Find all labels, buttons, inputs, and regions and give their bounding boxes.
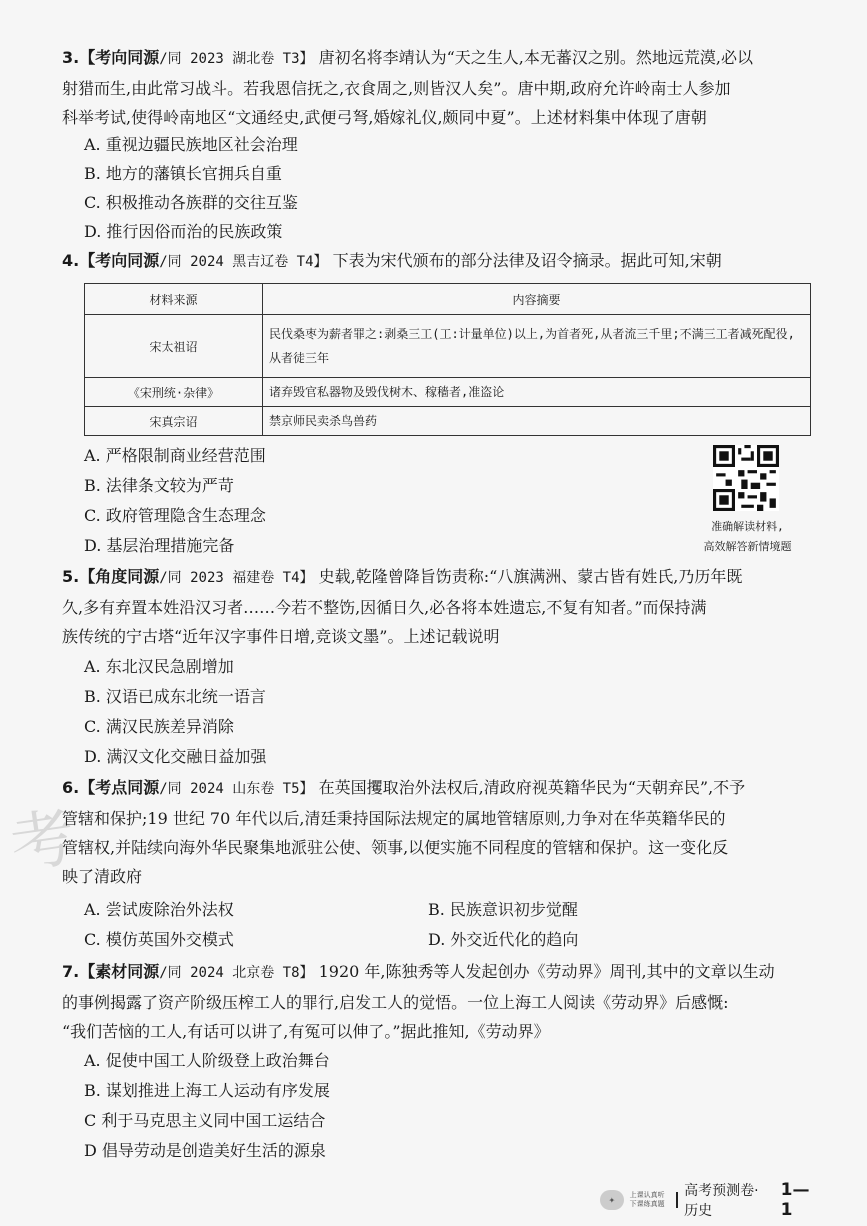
question-source: /同 2023 福建卷 T4】 [159,570,314,586]
question-source: /同 2024 黑吉辽卷 T4】 [159,254,328,270]
question-tag: 【角度同源 [79,567,160,586]
question-text-line: 管辖和保护;19 世纪 70 年代以后,清廷秉持国际法规定的属地管辖原则,力争对在华英籍华民的 [62,809,726,828]
table-cell-source: 宋太祖诏 [85,315,263,378]
question-text-line: 1920 年,陈独秀等人发起创办《劳动界》周刊,其中的文章以生动 [318,962,775,981]
question-3 [62,43,812,132]
qr-caption-line: 准确解读材料, [711,520,784,533]
option-d[interactable]: D. 基层治理措施完备 [84,536,235,555]
option-b[interactable]: B. 地方的藩镇长官拥兵自重 [84,164,282,183]
question-4 [62,246,812,277]
question-source: /同 2024 山东卷 T5】 [159,781,314,797]
question-text-line: “我们苦恼的工人,有话可以讲了,有冤可以伸了。”据此推知,《劳动界》 [62,1022,550,1041]
qr-caption [680,517,815,557]
source-table [84,283,811,436]
question-text-line: 管辖权,并陆续向海外华民聚集地派驻公使、领事,以便实施不同程度的管辖和保护。这一变化反 [62,838,729,857]
option-a[interactable]: A. 严格限制商业经营范围 [84,446,266,465]
question-text-line: 映了清政府 [62,867,143,886]
question-6 [62,773,812,891]
question-number: 3. [62,48,80,67]
option-a[interactable]: A. 促使中国工人阶级登上政治舞台 [84,1051,330,1070]
option-c[interactable]: C. 积极推动各族群的交往互鉴 [84,193,298,212]
question-text-line: 射猎而生,由此常习战斗。若我恩信抚之,衣食周之,则皆汉人矣”。唐中期,政府允许岭南士人参加 [62,79,731,98]
option-d[interactable]: D. 满汉文化交融日益加强 [84,747,267,766]
table-cell-content: 民伐桑枣为薪者罪之:剥桑三工(工:计量单位)以上,为首者死,从者流三千里;不满三工者减死配役,从者徒三年 [263,315,811,378]
footer-title: 高考预测卷·历史 [684,1183,759,1219]
table-row [85,378,811,407]
qr-caption-line: 高效解答新情境题 [703,540,792,553]
watermark-char: 考 [5,800,80,884]
option-c[interactable]: C. 模仿英国外交模式 [84,930,234,949]
footer-divider [676,1192,678,1208]
option-c[interactable]: C. 政府管理隐含生态理念 [84,506,266,525]
option-b[interactable]: B. 谋划推进上海工人运动有序发展 [84,1081,330,1100]
table-row [85,315,811,378]
table-row [85,407,811,436]
option-d[interactable]: D. 外交近代化的趋向 [428,930,579,949]
question-text-line: 的事例揭露了资产阶级压榨工人的罪行,启发工人的觉悟。一位上海工人阅读《劳动界》后感慨: [62,993,729,1012]
question-text-line: 史载,乾隆曾降旨饬责称:“八旗满洲、蒙古皆有姓氏,乃历年既 [318,567,743,586]
option-d[interactable]: D 倡导劳动是创造美好生活的源泉 [84,1141,326,1160]
question-number: 5. [62,567,80,586]
question-text-line: 族传统的宁古塔“近年汉字事件日增,竞谈文墨”。上述记载说明 [62,627,500,646]
page-footer [600,1180,815,1220]
option-a[interactable]: A. 重视边疆民族地区社会治理 [84,135,298,154]
question-text-line: 在英国攫取治外法权后,清政府视英籍华民为“天朝弃民”,不予 [318,778,746,797]
table-cell-source: 宋真宗诏 [85,407,263,436]
page-number: 1—1 [780,1180,810,1220]
option-c[interactable]: C 利于马克思主义同中国工运结合 [84,1111,326,1130]
question-tag: 【考点同源 [79,778,160,797]
question-text-line: 下表为宋代颁布的部分法律及诏令摘录。据此可知,宋朝 [332,251,722,270]
option-b[interactable]: B. 汉语已成东北统一语言 [84,687,266,706]
brand-slogan: 上课认真听 下课练真题 [629,1191,665,1208]
table-header-row [85,284,811,315]
question-5 [62,562,812,651]
option-d[interactable]: D. 推行因俗而治的民族政策 [84,222,283,241]
table-cell-content: 禁京师民卖杀鸟兽药 [263,407,811,436]
question-tag: 【考向同源 [79,251,160,270]
question-number: 7. [62,962,80,981]
option-b[interactable]: B. 民族意识初步觉醒 [428,900,578,919]
question-number: 4. [62,251,80,270]
table-header: 内容摘要 [263,284,811,315]
table-cell-content: 诸弃毁官私器物及毁伐树木、稼穑者,准盗论 [263,378,811,407]
question-text-line: 唐初名将李靖认为“天之生人,本无蕃汉之别。然地远荒漠,必以 [318,48,753,67]
question-text-line: 科举考试,使得岭南地区“文通经史,武便弓弩,婚嫁礼仪,颇同中夏”。上述材料集中体现了唐朝 [62,108,707,127]
table-header: 材料来源 [85,284,263,315]
question-source: /同 2023 湖北卷 T3】 [159,51,314,67]
brand-logo-icon: ✦ [600,1190,624,1210]
table-cell-source: 《宋刑统·杂律》 [85,378,263,407]
question-7 [62,957,812,1046]
option-c[interactable]: C. 满汉民族差异消除 [84,717,234,736]
question-source: /同 2024 北京卷 T8】 [159,965,314,981]
option-a[interactable]: A. 尝试废除治外法权 [84,900,234,919]
option-a[interactable]: A. 东北汉民急剧增加 [84,657,234,676]
qr-code-icon[interactable] [713,445,779,511]
question-text-line: 久,多有弃置本姓沿汉习者……今若不整饬,因循日久,必各将本姓遗忘,不复有知者。”而保持满 [62,598,707,617]
option-b[interactable]: B. 法律条文较为严苛 [84,476,234,495]
question-tag: 【素材同源 [79,962,160,981]
question-number: 6. [62,778,80,797]
question-tag: 【考向同源 [79,48,160,67]
